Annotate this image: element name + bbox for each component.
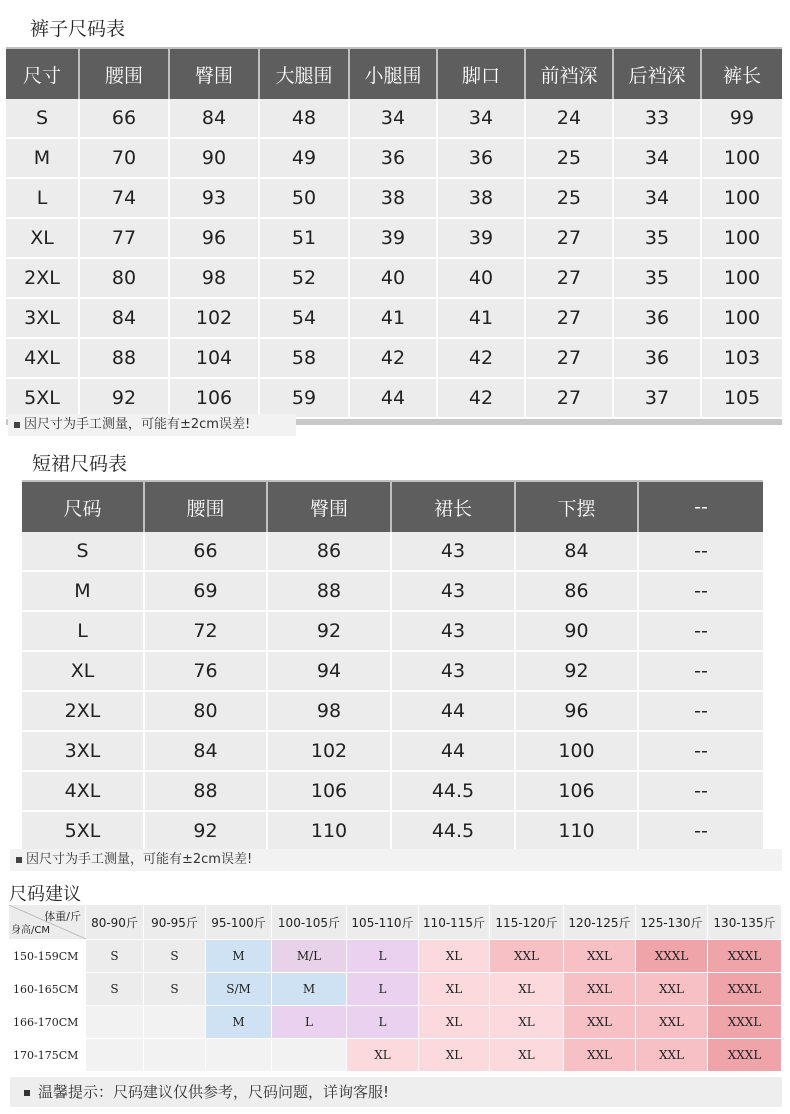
measurement-cell: 41 (438, 299, 526, 339)
measurement-cell: 90 (170, 139, 260, 179)
table-row (6, 219, 782, 259)
measurement-cell: 49 (260, 139, 350, 179)
size-cell: 4XL (22, 772, 145, 812)
measurement-cell: 102 (170, 299, 260, 339)
measurement-cell: 99 (702, 99, 782, 139)
measurement-cell: 98 (268, 692, 392, 732)
table-row (6, 339, 782, 379)
measurement-cell: 36 (438, 139, 526, 179)
pants-column-header: 脚口 (438, 47, 526, 99)
suggested-size-cell: XXL (564, 940, 636, 973)
suggested-size-cell: XL (490, 1039, 564, 1072)
measurement-cell: 100 (702, 139, 782, 179)
measurement-cell: 100 (516, 732, 639, 772)
measurement-cell: 84 (170, 99, 260, 139)
measurement-cell: 93 (170, 179, 260, 219)
measurement-cell: 43 (392, 652, 516, 692)
measurement-cell: 66 (145, 532, 268, 572)
suggested-size-cell: XL (490, 1006, 564, 1039)
weight-range-header: 105-110斤 (347, 905, 419, 940)
table-row (22, 612, 763, 652)
measurement-cell: 54 (260, 299, 350, 339)
suggestion-row (9, 1039, 782, 1072)
measurement-cell: 103 (702, 339, 782, 379)
pants-measurement-note (8, 414, 296, 436)
pants-size-chart-title: 裤子尺码表 (30, 18, 126, 40)
measurement-cell: 27 (526, 219, 614, 259)
suggestion-row (9, 1006, 782, 1039)
skirt-column-header: -- (639, 480, 763, 532)
suggested-size-cell: XL (419, 1039, 490, 1072)
warm-tip-bar (10, 1077, 782, 1107)
square-bullet-icon (16, 857, 22, 863)
measurement-cell: 25 (526, 179, 614, 219)
measurement-cell: 44 (392, 732, 516, 772)
size-suggestion-title: 尺码建议 (9, 884, 81, 905)
suggested-size-cell (272, 1039, 347, 1072)
table-row (6, 179, 782, 219)
measurement-cell: 92 (145, 812, 268, 852)
square-bullet-icon (14, 422, 20, 428)
measurement-cell: 94 (268, 652, 392, 692)
table-row (6, 379, 782, 419)
weight-range-header: 110-115斤 (419, 905, 490, 940)
measurement-cell: 44.5 (392, 812, 516, 852)
size-cell: M (6, 139, 80, 179)
measurement-cell: 39 (350, 219, 438, 259)
measurement-cell: 33 (614, 99, 702, 139)
measurement-cell: 36 (614, 339, 702, 379)
measurement-cell: 36 (614, 299, 702, 339)
measurement-cell: 43 (392, 532, 516, 572)
size-cell: 2XL (22, 692, 145, 732)
weight-range-header: 100-105斤 (272, 905, 347, 940)
measurement-cell: 37 (614, 379, 702, 419)
height-range-cell: 166-170CM (9, 1006, 86, 1039)
suggested-size-cell (144, 1006, 206, 1039)
table-row (22, 572, 763, 612)
measurement-cell: 80 (145, 692, 268, 732)
measurement-cell: 90 (516, 612, 639, 652)
pants-column-header: 尺寸 (6, 47, 80, 99)
suggested-size-cell: L (347, 1006, 419, 1039)
measurement-cell: 27 (526, 259, 614, 299)
skirt-column-header: 尺码 (22, 480, 145, 532)
measurement-cell: 84 (516, 532, 639, 572)
measurement-cell: 42 (438, 379, 526, 419)
measurement-cell: 25 (526, 139, 614, 179)
suggested-size-cell: XXL (490, 940, 564, 973)
size-cell: 3XL (22, 732, 145, 772)
measurement-cell: 35 (614, 219, 702, 259)
suggested-size-cell: M/L (272, 940, 347, 973)
warm-tip-text: 温馨提示：尺码建议仅供参考，尺码问题，详询客服! (38, 1083, 390, 1101)
measurement-cell: 80 (80, 259, 170, 299)
measurement-cell: 72 (145, 612, 268, 652)
measurement-cell: 38 (438, 179, 526, 219)
pants-column-header: 大腿围 (260, 47, 350, 99)
suggested-size-cell (144, 1039, 206, 1072)
measurement-cell: 43 (392, 572, 516, 612)
suggested-size-cell: L (347, 973, 419, 1006)
pants-header-row (6, 47, 782, 99)
weight-range-header: 80-90斤 (86, 905, 144, 940)
corner-header-cell (9, 905, 86, 940)
measurement-cell: 27 (526, 379, 614, 419)
measurement-cell: 105 (702, 379, 782, 419)
height-range-cell: 160-165CM (9, 973, 86, 1006)
measurement-cell: 106 (516, 772, 639, 812)
measurement-cell: 66 (80, 99, 170, 139)
weight-range-header: 90-95斤 (144, 905, 206, 940)
measurement-cell: 44 (350, 379, 438, 419)
measurement-cell: 34 (350, 99, 438, 139)
size-cell: L (22, 612, 145, 652)
size-suggestion-table (9, 905, 782, 1072)
measurement-cell: -- (639, 772, 763, 812)
measurement-cell: 50 (260, 179, 350, 219)
pants-column-header: 小腿围 (350, 47, 438, 99)
suggested-size-cell: XL (419, 940, 490, 973)
measurement-cell: 88 (268, 572, 392, 612)
suggested-size-cell: XL (419, 1006, 490, 1039)
measurement-cell: -- (639, 732, 763, 772)
measurement-cell: 110 (268, 812, 392, 852)
measurement-cell: 44 (392, 692, 516, 732)
measurement-cell: -- (639, 692, 763, 732)
suggested-size-cell: XXXL (708, 1006, 782, 1039)
weight-range-header: 115-120斤 (490, 905, 564, 940)
table-row (22, 652, 763, 692)
suggestion-row (9, 973, 782, 1006)
measurement-cell: 36 (350, 139, 438, 179)
size-cell: M (22, 572, 145, 612)
note-text: 因尺寸为手工测量，可能有±2cm误差! (24, 417, 251, 432)
measurement-cell: 39 (438, 219, 526, 259)
table-row (22, 532, 763, 572)
measurement-cell: 34 (438, 99, 526, 139)
measurement-cell: 88 (145, 772, 268, 812)
skirt-size-table (22, 480, 763, 858)
weight-axis-label: 体重/斤 (44, 910, 81, 923)
measurement-cell: 34 (614, 179, 702, 219)
measurement-cell: 100 (702, 219, 782, 259)
measurement-cell: 106 (170, 379, 260, 419)
measurement-cell: 88 (80, 339, 170, 379)
suggested-size-cell: XL (490, 973, 564, 1006)
measurement-cell: 100 (702, 299, 782, 339)
size-cell: S (6, 99, 80, 139)
suggested-size-cell: S (86, 973, 144, 1006)
size-cell: 5XL (22, 812, 145, 852)
size-cell: 5XL (6, 379, 80, 419)
measurement-cell: -- (639, 532, 763, 572)
suggested-size-cell: S/M (206, 973, 272, 1006)
measurement-cell: 48 (260, 99, 350, 139)
height-range-cell: 170-175CM (9, 1039, 86, 1072)
height-axis-label: 身高/CM (11, 925, 50, 936)
suggested-size-cell: S (144, 973, 206, 1006)
measurement-cell: 40 (438, 259, 526, 299)
skirt-header-row (22, 480, 763, 532)
pants-column-header: 后裆深 (614, 47, 702, 99)
measurement-cell: 27 (526, 339, 614, 379)
suggested-size-cell: XXXL (708, 973, 782, 1006)
measurement-cell: 41 (350, 299, 438, 339)
table-row (22, 732, 763, 772)
suggested-size-cell: XXL (636, 973, 708, 1006)
weight-range-header: 125-130斤 (636, 905, 708, 940)
table-row (6, 139, 782, 179)
measurement-cell: 96 (170, 219, 260, 259)
table-row (22, 812, 763, 852)
measurement-cell: 44.5 (392, 772, 516, 812)
suggested-size-cell: S (144, 940, 206, 973)
suggested-size-cell: XXXL (708, 940, 782, 973)
suggested-size-cell: XXXL (636, 940, 708, 973)
measurement-cell: 38 (350, 179, 438, 219)
measurement-cell: 42 (350, 339, 438, 379)
skirt-column-header: 裙长 (392, 480, 516, 532)
weight-range-header: 130-135斤 (708, 905, 782, 940)
suggested-size-cell: XXL (636, 1006, 708, 1039)
measurement-cell: 52 (260, 259, 350, 299)
measurement-cell: 43 (392, 612, 516, 652)
pants-column-header: 臀围 (170, 47, 260, 99)
pants-size-table (6, 47, 782, 425)
measurement-cell: 24 (526, 99, 614, 139)
pants-column-header: 腰围 (80, 47, 170, 99)
measurement-cell: 96 (516, 692, 639, 732)
measurement-cell: -- (639, 612, 763, 652)
suggested-size-cell: XL (347, 1039, 419, 1072)
suggested-size-cell: M (206, 1006, 272, 1039)
measurement-cell: 100 (702, 179, 782, 219)
size-cell: 3XL (6, 299, 80, 339)
suggested-size-cell: L (347, 940, 419, 973)
skirt-measurement-note (10, 849, 782, 871)
measurement-cell: 86 (268, 532, 392, 572)
skirt-column-header: 腰围 (145, 480, 268, 532)
suggested-size-cell (86, 1039, 144, 1072)
measurement-cell: 74 (80, 179, 170, 219)
suggested-size-cell (206, 1039, 272, 1072)
table-row (22, 772, 763, 812)
suggested-size-cell: XXL (564, 1006, 636, 1039)
suggested-size-cell: XXXL (708, 1039, 782, 1072)
table-row (22, 692, 763, 732)
measurement-cell: 100 (702, 259, 782, 299)
size-cell: 4XL (6, 339, 80, 379)
size-cell: 2XL (6, 259, 80, 299)
weight-range-header: 120-125斤 (564, 905, 636, 940)
measurement-cell: 35 (614, 259, 702, 299)
measurement-cell: -- (639, 572, 763, 612)
skirt-column-header: 臀围 (268, 480, 392, 532)
measurement-cell: 76 (145, 652, 268, 692)
measurement-cell: 102 (268, 732, 392, 772)
measurement-cell: 98 (170, 259, 260, 299)
suggested-size-cell: M (272, 973, 347, 1006)
measurement-cell: 84 (145, 732, 268, 772)
suggested-size-cell: XL (419, 973, 490, 1006)
suggested-size-cell: S (86, 940, 144, 973)
table-row (6, 259, 782, 299)
suggested-size-cell: L (272, 1006, 347, 1039)
pants-column-header: 裤长 (702, 47, 782, 99)
measurement-cell: 40 (350, 259, 438, 299)
suggestion-row (9, 940, 782, 973)
table-row (6, 99, 782, 139)
measurement-cell: 58 (260, 339, 350, 379)
measurement-cell: 106 (268, 772, 392, 812)
size-cell: XL (6, 219, 80, 259)
measurement-cell: 69 (145, 572, 268, 612)
skirt-size-chart-title: 短裙尺码表 (32, 453, 128, 475)
measurement-cell: 86 (516, 572, 639, 612)
weight-header-row (9, 905, 782, 940)
suggested-size-cell: XXL (564, 1039, 636, 1072)
measurement-cell: 51 (260, 219, 350, 259)
measurement-cell: 34 (614, 139, 702, 179)
weight-range-header: 95-100斤 (206, 905, 272, 940)
measurement-cell: 77 (80, 219, 170, 259)
suggested-size-cell: M (206, 940, 272, 973)
measurement-cell: 84 (80, 299, 170, 339)
measurement-cell: -- (639, 812, 763, 852)
measurement-cell: 70 (80, 139, 170, 179)
skirt-column-header: 下摆 (516, 480, 639, 532)
measurement-cell: 92 (80, 379, 170, 419)
height-range-cell: 150-159CM (9, 940, 86, 973)
measurement-cell: 27 (526, 299, 614, 339)
measurement-cell: 92 (268, 612, 392, 652)
size-cell: S (22, 532, 145, 572)
square-bullet-icon (24, 1090, 30, 1096)
suggested-size-cell: XXL (636, 1039, 708, 1072)
suggested-size-cell: XXL (564, 973, 636, 1006)
measurement-cell: -- (639, 652, 763, 692)
size-cell: L (6, 179, 80, 219)
measurement-cell: 42 (438, 339, 526, 379)
size-cell: XL (22, 652, 145, 692)
table-row (6, 299, 782, 339)
measurement-cell: 92 (516, 652, 639, 692)
pants-column-header: 前裆深 (526, 47, 614, 99)
suggested-size-cell (86, 1006, 144, 1039)
note-text: 因尺寸为手工测量，可能有±2cm误差! (26, 852, 253, 867)
measurement-cell: 59 (260, 379, 350, 419)
measurement-cell: 110 (516, 812, 639, 852)
measurement-cell: 104 (170, 339, 260, 379)
